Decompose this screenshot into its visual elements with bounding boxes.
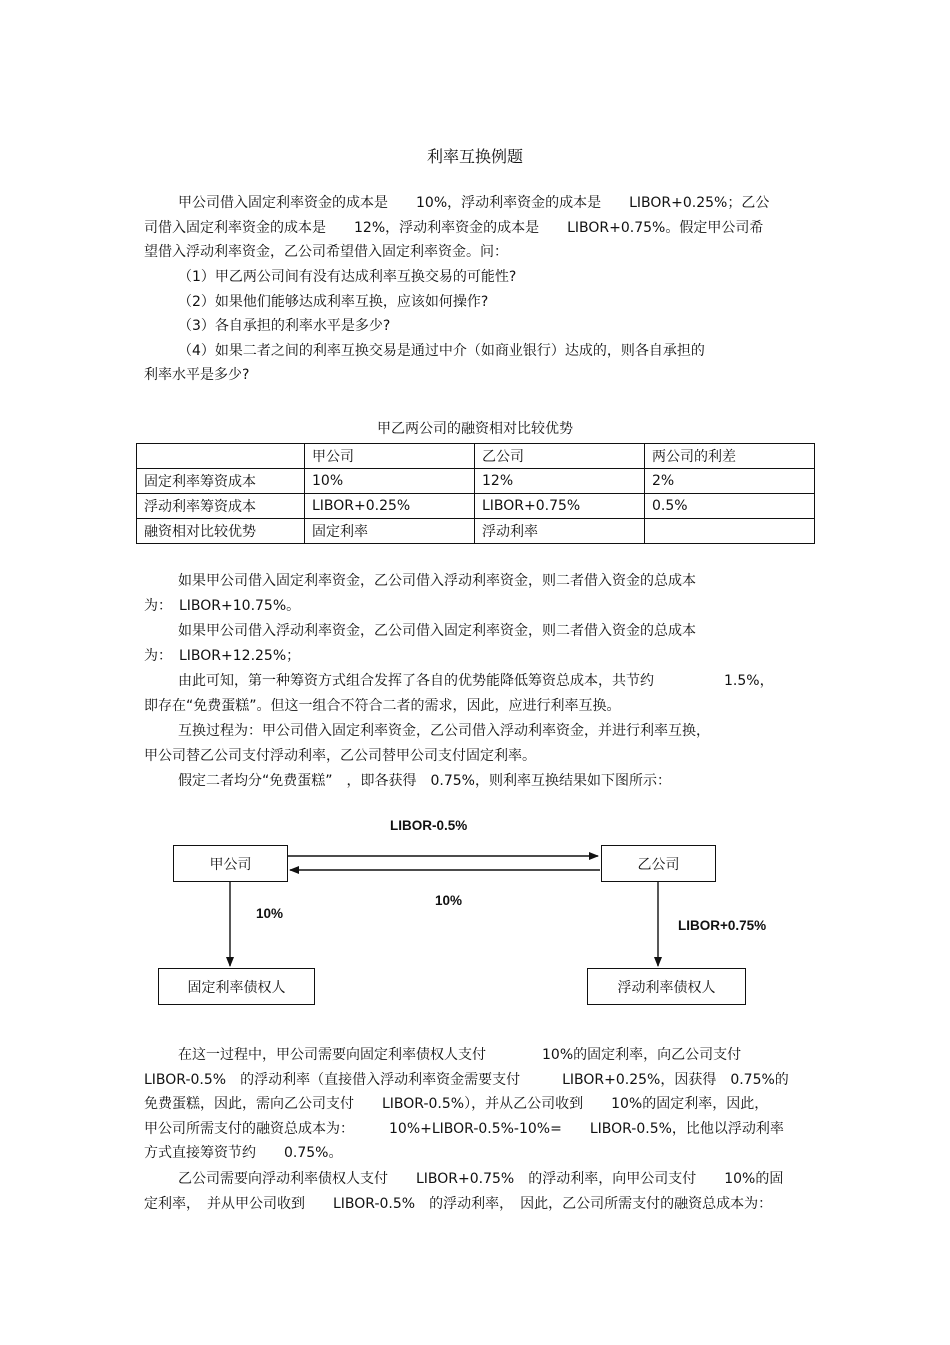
- table-cell: 浮动利率筹资成本: [137, 494, 305, 519]
- label-fixed-swap: 10%: [435, 893, 463, 908]
- analysis-paragraph-1: 如果甲公司借入固定利率资金，乙公司借入浮动利率资金，则二者借入资金的总成本 为： LIBOR+10.75%。: [144, 573, 696, 614]
- table-cell: 2%: [645, 469, 815, 494]
- table-cell: 12%: [475, 469, 645, 494]
- question-item: （1）甲乙两公司间有没有达成利率互换交易的可能性?: [178, 269, 517, 285]
- problem-line: 望借入浮动利率资金，乙公司希望借入固定利率资金。问：: [144, 244, 508, 260]
- table-cell: 融资相对比较优势: [137, 519, 305, 544]
- question-item: （4）如果二者之间的利率互换交易是通过中介（如商业银行）达成的，则各自承担的: [178, 342, 705, 359]
- problem-line: 司借入固定利率资金的成本是 12%，浮动利率资金的成本是 LIBOR+0.75%。假定甲公司希: [144, 219, 764, 236]
- analysis-paragraph-4: 互换过程为：甲公司借入固定利率资金，乙公司借入浮动利率资金，并进行利率互换， 甲公司替乙公司支付浮动利率，乙公司替甲公司支付固定利率。: [144, 723, 710, 764]
- label-floating-payment: LIBOR+0.75%: [678, 918, 767, 933]
- floating-creditor-box: 浮动利率债权人: [587, 968, 746, 1005]
- conclusion-paragraph-2: 乙公司需要向浮动利率债权人支付 LIBOR+0.75% 的浮动利率，向甲公司支付 10%的固 定利率， 并从甲公司收到 LIBOR-0.5% 的浮动利率， 因此，乙公司所需支付的融资总成本为：: [144, 1171, 784, 1212]
- question-continuation: 利率水平是多少?: [144, 367, 250, 383]
- page-title: 利率互换例题: [426, 147, 523, 166]
- table-cell: LIBOR+0.75%: [475, 494, 645, 519]
- question-item: （2）如果他们能够达成利率互换，应该如何操作?: [178, 293, 489, 310]
- label-libor-minus: LIBOR-0.5%: [390, 818, 468, 833]
- table-cell: 0.5%: [645, 494, 815, 519]
- company-b-box: 乙公司: [601, 845, 716, 882]
- table-cell: 10%: [305, 469, 475, 494]
- fixed-creditor-box: 固定利率债权人: [158, 968, 315, 1005]
- label-fixed-payment: 10%: [256, 906, 284, 921]
- problem-line: 甲公司借入固定利率资金的成本是 10%，浮动利率资金的成本是 LIBOR+0.25%；乙公: [178, 195, 770, 211]
- company-a-box: 甲公司: [173, 845, 288, 882]
- table-cell: 浮动利率: [475, 519, 645, 544]
- table-header-cell: 甲公司: [305, 444, 475, 469]
- table-cell: LIBOR+0.25%: [305, 494, 475, 519]
- table-header-cell: 两公司的利差: [645, 444, 815, 469]
- conclusion-paragraph-1: 在这一过程中，甲公司需要向固定利率债权人支付 10%的固定利率，向乙公司支付 LIBOR-0.5% 的浮动利率（直接借入浮动利率资金需要支付 LIBOR+0.25%，因获得 0.75%的 免费蛋糕，因此，需向乙公司支付 LIBOR-0.5%），并从乙公司收到 10%的固定利率，因此， 甲公司所需支付的融资总成本为： 10%+LIBOR-0.5%-10%= LIBOR-0.5%，比他以浮动利率 方式直接筹资节约 0.75%。: [144, 1047, 789, 1161]
- table-cell: 固定利率筹资成本: [137, 469, 305, 494]
- table-header-cell: 乙公司: [475, 444, 645, 469]
- analysis-paragraph-2: 如果甲公司借入浮动利率资金，乙公司借入固定利率资金，则二者借入资金的总成本 为： LIBOR+12.25%；: [144, 623, 696, 664]
- table-cell: 固定利率: [305, 519, 475, 544]
- question-item: （3）各自承担的利率水平是多少?: [178, 318, 391, 334]
- analysis-paragraph-3: 由此可知，第一种筹资方式组合发挥了各自的优势能降低筹资总成本，共节约 1.5%， 即存在“免费蛋糕”。但这一组合不符合二者的需求，因此，应进行利率互换。: [144, 673, 774, 714]
- analysis-paragraph-5: 假定二者均分“免费蛋糕” ，即各获得 0.75%，则利率互换结果如下图所示：: [178, 773, 671, 789]
- table-caption: 甲乙两公司的融资相对比较优势: [377, 421, 573, 437]
